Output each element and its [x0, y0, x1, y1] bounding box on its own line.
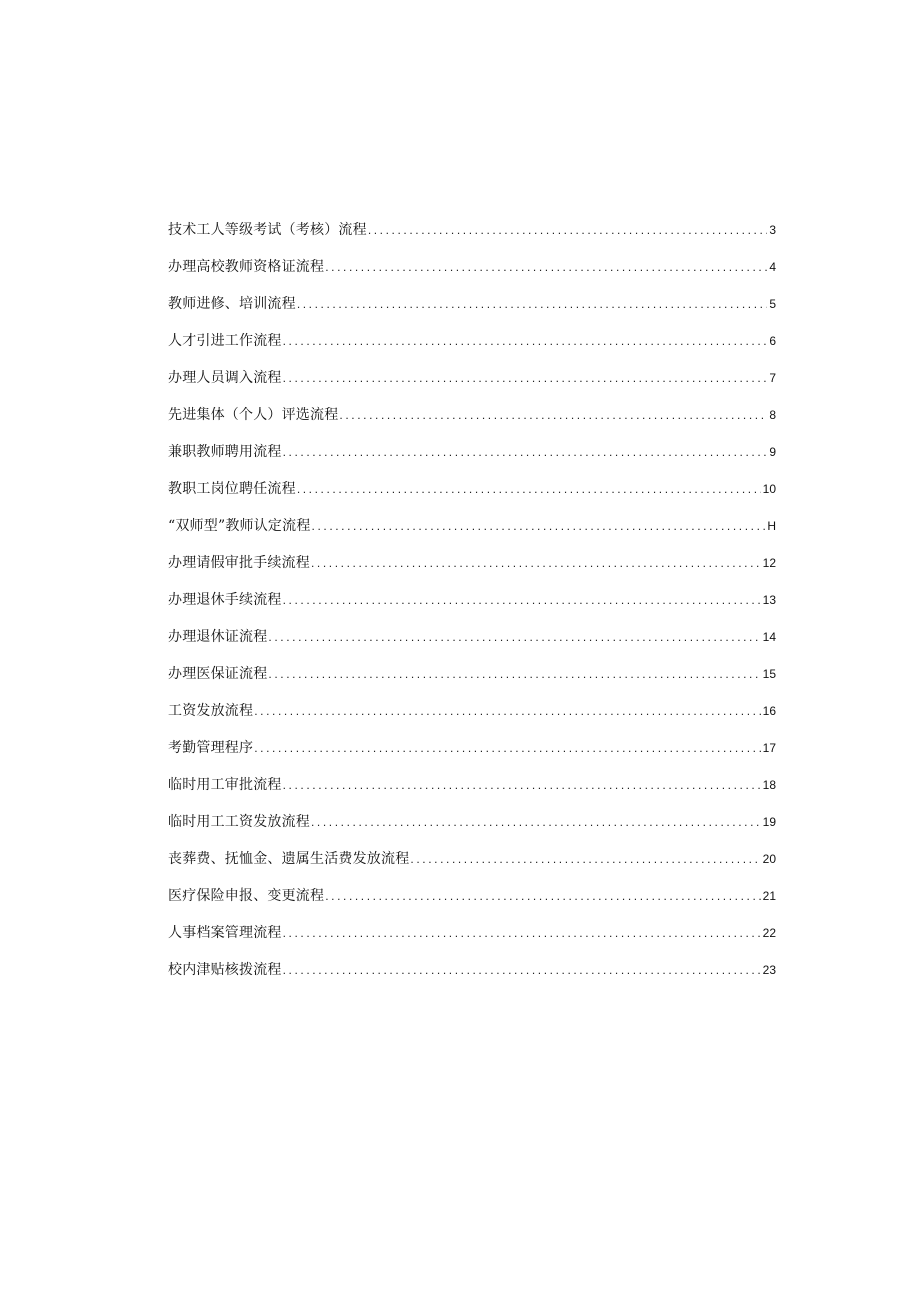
toc-entry[interactable]	[168, 884, 776, 921]
toc-entry-page: H	[767, 519, 776, 533]
toc-dot-leader	[325, 255, 767, 279]
toc-entry-page: 18	[762, 778, 776, 792]
toc-entry-page: 9	[769, 445, 776, 459]
toc-dot-leader	[410, 847, 760, 871]
toc-entry-title: 先进集体（个人）评选流程	[168, 407, 339, 423]
toc-entry-page: 15	[762, 667, 776, 681]
toc-entry[interactable]	[168, 551, 776, 588]
toc-entry[interactable]	[168, 921, 776, 958]
toc-entry-title: 考勤管理程序	[168, 740, 254, 756]
toc-entry-page: 3	[769, 223, 776, 237]
toc-entry[interactable]	[168, 514, 776, 551]
toc-entry-page: 8	[769, 408, 776, 422]
toc-entry[interactable]	[168, 588, 776, 625]
toc-entry-page: 19	[762, 815, 776, 829]
toc-dot-leader	[297, 477, 761, 501]
toc-entry-title: 办理退休证流程	[168, 629, 268, 645]
toc-entry-title: 办理高校教师资格证流程	[168, 259, 325, 275]
toc-entry-title: 校内津贴核拨流程	[168, 962, 282, 978]
toc-entry[interactable]	[168, 477, 776, 514]
toc-entry[interactable]	[168, 773, 776, 810]
toc-entry[interactable]	[168, 292, 776, 329]
toc-entry-page: 7	[769, 371, 776, 385]
toc-entry[interactable]	[168, 255, 776, 292]
toc-entry-title: 办理请假审批手续流程	[168, 555, 310, 571]
toc-entry-page: 10	[762, 482, 776, 496]
toc-entry-page: 23	[762, 963, 776, 977]
toc-entry-title: 人事档案管理流程	[168, 925, 282, 941]
table-of-contents	[168, 218, 776, 995]
toc-dot-leader	[311, 810, 761, 834]
toc-entry-title: 办理人员调入流程	[168, 370, 282, 386]
toc-entry-title: 临时用工工资发放流程	[168, 814, 310, 830]
toc-entry[interactable]	[168, 625, 776, 662]
toc-dot-leader	[254, 736, 760, 760]
toc-dot-leader	[268, 662, 760, 686]
toc-entry-page: 12	[762, 556, 776, 570]
toc-entry[interactable]	[168, 366, 776, 403]
toc-dot-leader	[283, 921, 761, 945]
toc-entry[interactable]	[168, 810, 776, 847]
toc-entry-page: 14	[762, 630, 776, 644]
toc-entry-page: 22	[762, 926, 776, 940]
toc-dot-leader	[325, 884, 760, 908]
toc-entry[interactable]	[168, 958, 776, 995]
toc-dot-leader	[283, 440, 768, 464]
toc-entry-title: 人才引进工作流程	[168, 333, 282, 349]
toc-dot-leader	[254, 699, 760, 723]
toc-dot-leader	[283, 773, 761, 797]
toc-dot-leader	[368, 218, 768, 242]
toc-dot-leader	[283, 958, 761, 982]
toc-entry-title: 教职工岗位聘任流程	[168, 481, 296, 497]
toc-entry-page: 21	[762, 889, 776, 903]
toc-dot-leader	[283, 366, 768, 390]
toc-entry-page: 4	[769, 260, 776, 274]
toc-entry[interactable]	[168, 218, 776, 255]
toc-entry-title: 丧葬费、抚恤金、遗属生活费发放流程	[168, 851, 410, 867]
toc-entry-title: “双师型”教师认定流程	[168, 518, 311, 534]
toc-entry[interactable]	[168, 440, 776, 477]
toc-entry[interactable]	[168, 403, 776, 440]
toc-dot-leader	[311, 551, 761, 575]
toc-entry[interactable]	[168, 662, 776, 699]
toc-dot-leader	[339, 403, 767, 427]
toc-entry-title: 工资发放流程	[168, 703, 254, 719]
toc-dot-leader	[297, 292, 768, 316]
toc-entry[interactable]	[168, 329, 776, 366]
toc-entry-title: 技术工人等级考试（考核）流程	[168, 222, 367, 238]
toc-entry[interactable]	[168, 736, 776, 773]
toc-entry[interactable]	[168, 847, 776, 884]
toc-dot-leader	[283, 588, 761, 612]
toc-entry-page: 6	[769, 334, 776, 348]
toc-entry[interactable]	[168, 699, 776, 736]
toc-entry-page: 20	[762, 852, 776, 866]
toc-entry-title: 办理医保证流程	[168, 666, 268, 682]
toc-dot-leader	[283, 329, 768, 353]
toc-entry-title: 兼职教师聘用流程	[168, 444, 282, 460]
toc-entry-title: 办理退休手续流程	[168, 592, 282, 608]
toc-entry-page: 16	[762, 704, 776, 718]
toc-dot-leader	[268, 625, 760, 649]
toc-entry-title: 医疗保险申报、变更流程	[168, 888, 325, 904]
toc-entry-title: 教师进修、培训流程	[168, 296, 296, 312]
toc-entry-page: 5	[769, 297, 776, 311]
toc-entry-page: 17	[762, 741, 776, 755]
toc-entry-page: 13	[762, 593, 776, 607]
toc-dot-leader	[312, 514, 766, 538]
toc-entry-title: 临时用工审批流程	[168, 777, 282, 793]
